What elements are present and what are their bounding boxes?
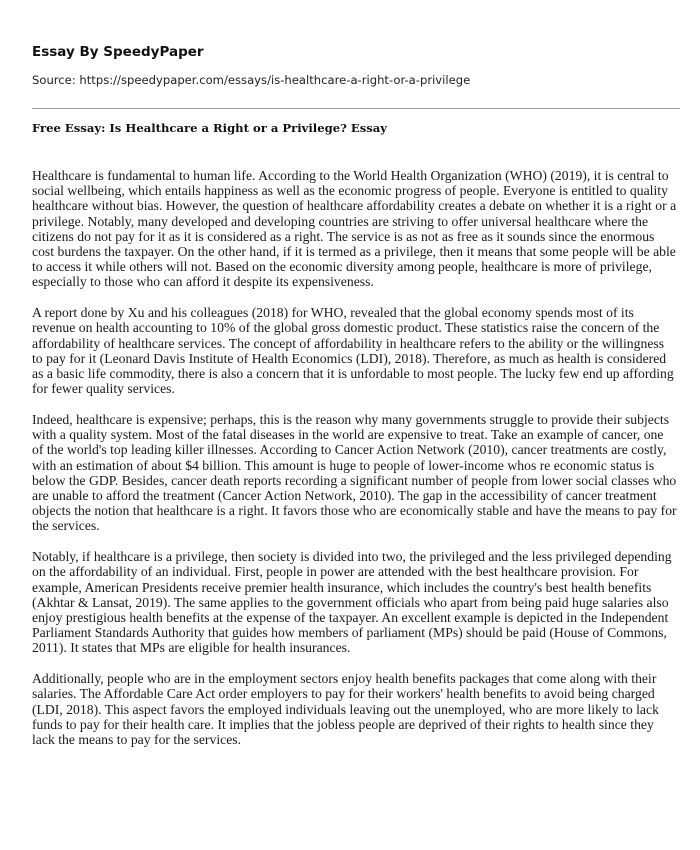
source-url: Source: https://speedypaper.com/essays/is-healthcare-a-right-or-a-privilege <box>32 73 471 87</box>
paragraph-3: Indeed, healthcare is expensive; perhaps, this is the reason why many governments struggle to provide their subjects with a quality system. Most of the fatal diseases in the world are expensive to treat. Take an example of cancer, one of the world's top leading killer illnesses. According to Cancer Action Network (2010), cancer treatments are costly, with an estimation of about $4 billion. This amount is huge to people of lower-income whos re economic status is below the GDP. Besides, cancer death reports recording a significant number of people from lower social classes who are unable to afford the treatment (Cancer Action Network, 2010). The gap in the accessibility of cancer treatment objects the notion that healthcare is a right. It favors those who are economically stable and have the means to pay for the services. <box>32 412 677 534</box>
site-title: Essay By SpeedyPaper <box>32 44 204 60</box>
paragraph-4: Notably, if healthcare is a privilege, then society is divided into two, the privileged and the less privileged depending on the affordability of an individual. First, people in power are attended with the best healthcare provision. For example, American Presidents receive premier health insurance, which includes the country's best health benefits (Akhtar & Lansat, 2019). The same applies to the government officials who apart from being paid huge salaries also enjoy prestigious health benefits at the expense of the taxpayer. An excellent example is depicted in the Independent Parliament Standards Authority that guides how members of parliament (MPs) should be paid (House of Commons, 2011). It states that MPs are eligible for health insurances. <box>32 549 672 656</box>
header-divider <box>32 108 680 109</box>
paragraph-5: Additionally, people who are in the employment sectors enjoy health benefits packages that come along with their salaries. The Affordable Care Act order employers to pay for their workers' health benefits to avoid being charged (LDI, 2018). This aspect favors the employed individuals leaving out the unemployed, who are more likely to lack funds to pay for their health care. It implies that the jobless people are deprived of their rights to health since they lack the means to pay for the services. <box>32 671 659 748</box>
essay-title: Free Essay: Is Healthcare a Right or a Privilege? Essay <box>32 121 388 135</box>
paragraph-2: A report done by Xu and his colleagues (2018) for WHO, revealed that the global economy spends most of its revenue on health accounting to 10% of the global gross domestic product. These statistics raise the concern of the affordability of healthcare services. The concept of affordability in healthcare refers to the ability or the willingness to pay for it (Leonard Davis Institute of Health Economics (LDI), 2018). Therefore, as much as health is considered as a basic life commodity, there is also a concern that it is unfordable to most people. The lucky few end up affording for fewer quality services. <box>32 305 674 397</box>
paragraph-1: Healthcare is fundamental to human life. According to the World Health Organization (WHO) (2019), it is central to social wellbeing, which entails happiness as well as the economic progress of people. Everyone is entitled to quality healthcare without bias. However, the question of healthcare affordability creates a debate on whether it is a right or a privilege. Notably, many developed and developing countries are striving to offer universal healthcare where the citizens do not pay for it as it is considered as a right. The service is as not as free as it sounds since the enormous cost burdens the taxpayer. On the other hand, if it is termed as a privilege, then it means that some people will be able to access it while others will not. Based on the economic diversity among people, healthcare is more of privilege, especially to those who can afford it despite its expensiveness. <box>32 168 677 290</box>
essay-body <box>32 168 678 763</box>
